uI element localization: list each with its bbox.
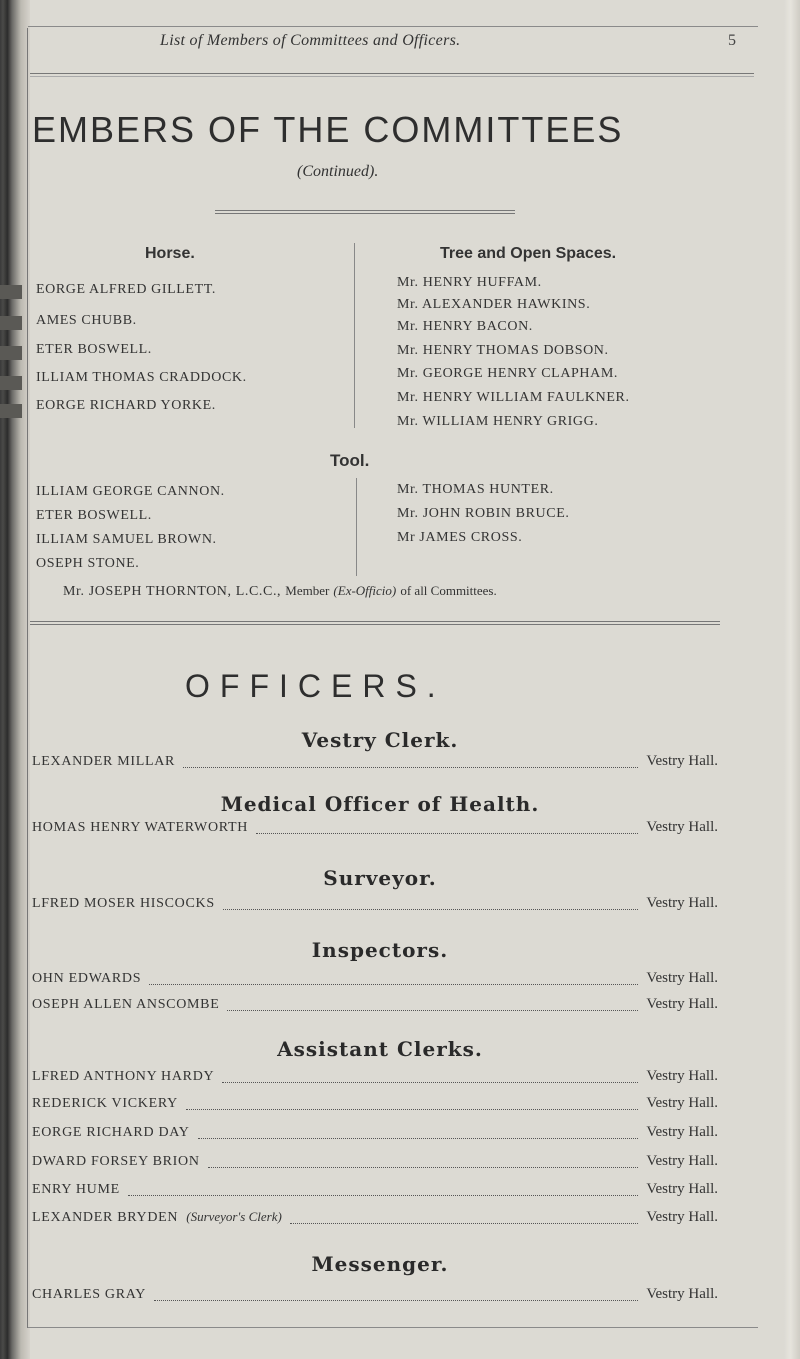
leader-dots (154, 1289, 638, 1301)
column-divider (354, 243, 355, 428)
ex-officio-suffix: of all Committees. (400, 583, 497, 598)
header-rule (30, 73, 754, 74)
horse-member: AMES CHUBB. (36, 313, 137, 328)
messenger-heading: Messenger. (311, 1252, 449, 1276)
leader-dots (256, 822, 638, 834)
officer-name: LFRED ANTHONY HARDY (32, 1069, 215, 1084)
assistant-clerks-heading: Assistant Clerks. (277, 1037, 483, 1061)
tool-member: ETER BOSWELL. (36, 508, 152, 523)
officer-place: Vestry Hall. (646, 895, 718, 911)
officer-place: Vestry Hall. (646, 1095, 718, 1111)
horse-member: ILLIAM THOMAS CRADDOCK. (36, 370, 247, 385)
officer-row (32, 753, 718, 773)
leader-dots (227, 999, 638, 1011)
leader-dots (198, 1127, 639, 1139)
binding-mark (0, 285, 22, 299)
officer-place: Vestry Hall. (646, 1181, 718, 1197)
horse-member: EORGE RICHARD YORKE. (36, 398, 216, 413)
vestry-clerk-heading: Vestry Clerk. (301, 728, 459, 752)
leader-dots (223, 898, 639, 910)
frame-line (28, 26, 758, 27)
column-divider (356, 478, 357, 576)
officer-place: Vestry Hall. (646, 1209, 718, 1225)
binding-mark (0, 404, 22, 418)
title-rule (215, 213, 515, 214)
officer-place: Vestry Hall. (646, 1068, 718, 1084)
officer-row (32, 1095, 718, 1115)
officer-row (32, 819, 718, 839)
page-title: EMBERS OF THE COMMITTEES (32, 109, 624, 150)
tool-member: OSEPH STONE. (36, 556, 140, 571)
surveyor-heading: Surveyor. (323, 866, 437, 890)
ex-officio-line (63, 583, 497, 600)
officer-row (32, 970, 718, 990)
ex-officio-label: (Ex-Officio) (333, 583, 397, 598)
tool-member: ILLIAM GEORGE CANNON. (36, 484, 225, 499)
horse-heading: Horse. (145, 245, 195, 262)
officer-name: LEXANDER BRYDEN (32, 1210, 179, 1225)
page-edge (784, 0, 800, 1359)
leader-dots (222, 1071, 638, 1083)
officer-row (32, 1068, 718, 1088)
officer-row (32, 1286, 718, 1306)
officer-row (32, 1124, 718, 1144)
officer-name: LFRED MOSER HISCOCKS (32, 896, 215, 911)
tree-member: Mr. GEORGE HENRY CLAPHAM. (397, 366, 618, 381)
officer-name: REDERICK VICKERY (32, 1096, 178, 1111)
officer-name: LEXANDER MILLAR (32, 754, 176, 769)
tool-member: Mr. THOMAS HUNTER. (397, 482, 554, 497)
tree-heading: Tree and Open Spaces. (440, 245, 617, 262)
officers-title: OFFICERS. (185, 668, 446, 704)
officer-name: ENRY HUME (32, 1182, 120, 1197)
tree-member: Mr. HENRY BACON. (397, 319, 533, 334)
page-subtitle: (Continued). (297, 163, 379, 180)
header-rule (30, 76, 754, 77)
section-rule (30, 624, 720, 625)
horse-member: ETER BOSWELL. (36, 342, 152, 357)
frame-line (28, 1327, 758, 1328)
officer-place: Vestry Hall. (646, 819, 718, 835)
leader-dots (208, 1156, 639, 1168)
leader-dots (290, 1212, 639, 1224)
page-number: 5 (728, 32, 736, 49)
officer-note: (Surveyor's Clerk) (186, 1209, 282, 1224)
officer-row (32, 996, 718, 1016)
officer-row (32, 895, 718, 915)
officer-name: CHARLES GRAY (32, 1287, 147, 1302)
tool-member: Mr JAMES CROSS. (397, 530, 523, 545)
leader-dots (149, 973, 638, 985)
horse-member: EORGE ALFRED GILLETT. (36, 282, 216, 297)
leader-dots (128, 1184, 639, 1196)
tree-member: Mr. WILLIAM HENRY GRIGG. (397, 414, 599, 429)
medical-officer-heading: Medical Officer of Health. (220, 792, 540, 816)
officer-place: Vestry Hall. (646, 1124, 718, 1140)
officer-place: Vestry Hall. (646, 996, 718, 1012)
leader-dots (186, 1098, 638, 1110)
officer-place: Vestry Hall. (646, 1153, 718, 1169)
ex-officio-name: Mr. JOSEPH THORNTON, L.C.C., (63, 584, 282, 599)
inspectors-heading: Inspectors. (311, 938, 449, 962)
section-rule (30, 621, 720, 622)
tree-member: Mr. HENRY HUFFAM. (397, 275, 542, 290)
officer-name: OHN EDWARDS (32, 971, 142, 986)
officer-row (32, 1153, 718, 1173)
officer-name: OSEPH ALLEN ANSCOMBE (32, 997, 220, 1012)
leader-dots (183, 756, 638, 768)
member-label: Member (285, 583, 330, 598)
title-rule (215, 210, 515, 211)
binding-mark (0, 376, 22, 390)
officer-name: EORGE RICHARD DAY (32, 1125, 190, 1140)
tool-heading: Tool. (330, 451, 370, 470)
officer-place: Vestry Hall. (646, 1286, 718, 1302)
tree-member: Mr. ALEXANDER HAWKINS. (397, 297, 591, 312)
officer-place: Vestry Hall. (646, 753, 718, 769)
binding-mark (0, 346, 22, 360)
tool-member: ILLIAM SAMUEL BROWN. (36, 532, 217, 547)
frame-line (27, 28, 28, 1328)
officer-row (32, 1209, 718, 1229)
book-binding (0, 0, 30, 1359)
running-title: List of Members of Committees and Officers. (160, 32, 461, 49)
binding-mark (0, 316, 22, 330)
tree-member: Mr. HENRY WILLIAM FAULKNER. (397, 390, 630, 405)
officer-name: DWARD FORSEY BRION (32, 1154, 200, 1169)
officer-name: HOMAS HENRY WATERWORTH (32, 820, 249, 835)
tool-member: Mr. JOHN ROBIN BRUCE. (397, 506, 570, 521)
officer-row (32, 1181, 718, 1201)
officer-place: Vestry Hall. (646, 970, 718, 986)
tree-member: Mr. HENRY THOMAS DOBSON. (397, 343, 609, 358)
